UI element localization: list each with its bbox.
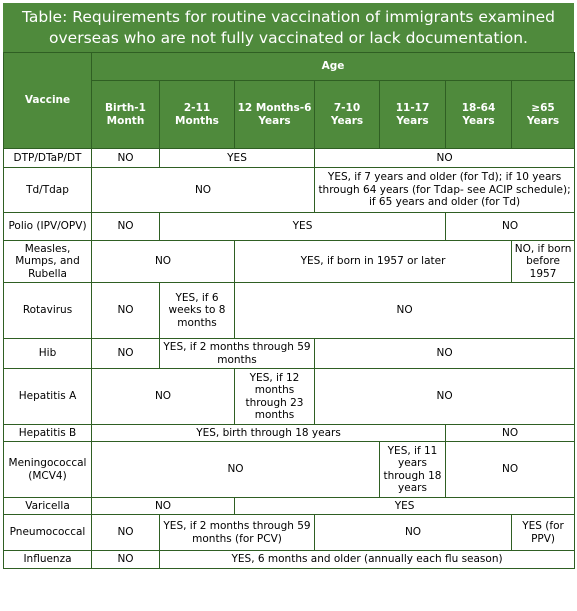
table-row xyxy=(4,168,575,213)
requirement-cell: NO xyxy=(92,213,160,241)
requirement-cell: YES xyxy=(160,213,446,241)
vaccination-table xyxy=(3,52,575,569)
requirement-cell: YES xyxy=(160,149,315,168)
requirement-cell: NO xyxy=(92,149,160,168)
header-age-group: 18-64 Years xyxy=(446,81,512,149)
requirement-cell: YES, if 2 months through 59 months xyxy=(160,339,315,369)
requirement-cell: NO xyxy=(92,283,160,339)
requirement-cell: NO xyxy=(315,369,575,425)
table-row xyxy=(4,425,575,442)
header-age-group: 2-11 Months xyxy=(160,81,235,149)
requirement-cell: YES, 6 months and older (annually each flu season) xyxy=(160,551,575,569)
header-age-group: Birth-1 Month xyxy=(92,81,160,149)
header-age-group: ≥65 Years xyxy=(512,81,575,149)
requirement-cell: YES xyxy=(235,498,575,515)
header-age: Age xyxy=(92,53,575,81)
table-title-line-1: Table: Requirements for routine vaccination of immigrants examined xyxy=(22,8,555,26)
requirement-cell: YES, if 7 years and older (for Td); if 10 years through 64 years (for Tdap- see ACIP schedule); if 65 years and older (for Td) xyxy=(315,168,575,213)
requirement-cell: NO, if born before 1957 xyxy=(512,241,575,283)
requirement-cell: NO xyxy=(92,515,160,551)
table-row xyxy=(4,149,575,168)
vaccine-name: Measles, Mumps, and Rubella xyxy=(4,241,92,283)
vaccine-name: Hib xyxy=(4,339,92,369)
requirement-cell: YES, if 2 months through 59 months (for PCV) xyxy=(160,515,315,551)
table-title xyxy=(3,3,574,52)
requirement-cell: NO xyxy=(92,551,160,569)
requirement-cell: NO xyxy=(92,442,380,498)
vaccine-name: Pneumococcal xyxy=(4,515,92,551)
table-row xyxy=(4,241,575,283)
vaccine-name: Hepatitis B xyxy=(4,425,92,442)
vaccine-name: Influenza xyxy=(4,551,92,569)
requirement-cell: NO xyxy=(315,515,512,551)
requirement-cell: NO xyxy=(235,283,575,339)
vaccine-name: Td/Tdap xyxy=(4,168,92,213)
vaccination-requirements-figure xyxy=(3,3,574,569)
vaccine-name: Rotavirus xyxy=(4,283,92,339)
requirement-cell: YES (for PPV) xyxy=(512,515,575,551)
requirement-cell: NO xyxy=(446,213,575,241)
requirement-cell: NO xyxy=(315,339,575,369)
table-row xyxy=(4,515,575,551)
requirement-cell: NO xyxy=(315,149,575,168)
requirement-cell: NO xyxy=(92,498,235,515)
table-row xyxy=(4,442,575,498)
table-row xyxy=(4,283,575,339)
vaccine-name: DTP/DTaP/DT xyxy=(4,149,92,168)
requirement-cell: YES, if 6 weeks to 8 months xyxy=(160,283,235,339)
requirement-cell: YES, if 12 months through 23 months xyxy=(235,369,315,425)
requirement-cell: YES, if born in 1957 or later xyxy=(235,241,512,283)
requirement-cell: NO xyxy=(92,241,235,283)
header-row-age xyxy=(4,53,575,81)
header-age-group: 11-17 Years xyxy=(380,81,446,149)
requirement-cell: NO xyxy=(92,168,315,213)
table-row xyxy=(4,498,575,515)
requirement-cell: NO xyxy=(446,442,575,498)
table-row xyxy=(4,369,575,425)
header-age-group: 7-10 Years xyxy=(315,81,380,149)
header-age-group: 12 Months-6 Years xyxy=(235,81,315,149)
vaccine-name: Hepatitis A xyxy=(4,369,92,425)
requirement-cell: YES, birth through 18 years xyxy=(92,425,446,442)
requirement-cell: NO xyxy=(92,339,160,369)
header-vaccine: Vaccine xyxy=(4,53,92,149)
vaccine-name: Varicella xyxy=(4,498,92,515)
requirement-cell: YES, if 11 years through 18 years xyxy=(380,442,446,498)
requirement-cell: NO xyxy=(92,369,235,425)
requirement-cell: NO xyxy=(446,425,575,442)
table-row xyxy=(4,213,575,241)
table-title-line-2: overseas who are not fully vaccinated or lack documentation. xyxy=(49,29,528,47)
vaccine-name: Polio (IPV/OPV) xyxy=(4,213,92,241)
table-row xyxy=(4,551,575,569)
table-row xyxy=(4,339,575,369)
vaccine-name: Meningococcal (MCV4) xyxy=(4,442,92,498)
